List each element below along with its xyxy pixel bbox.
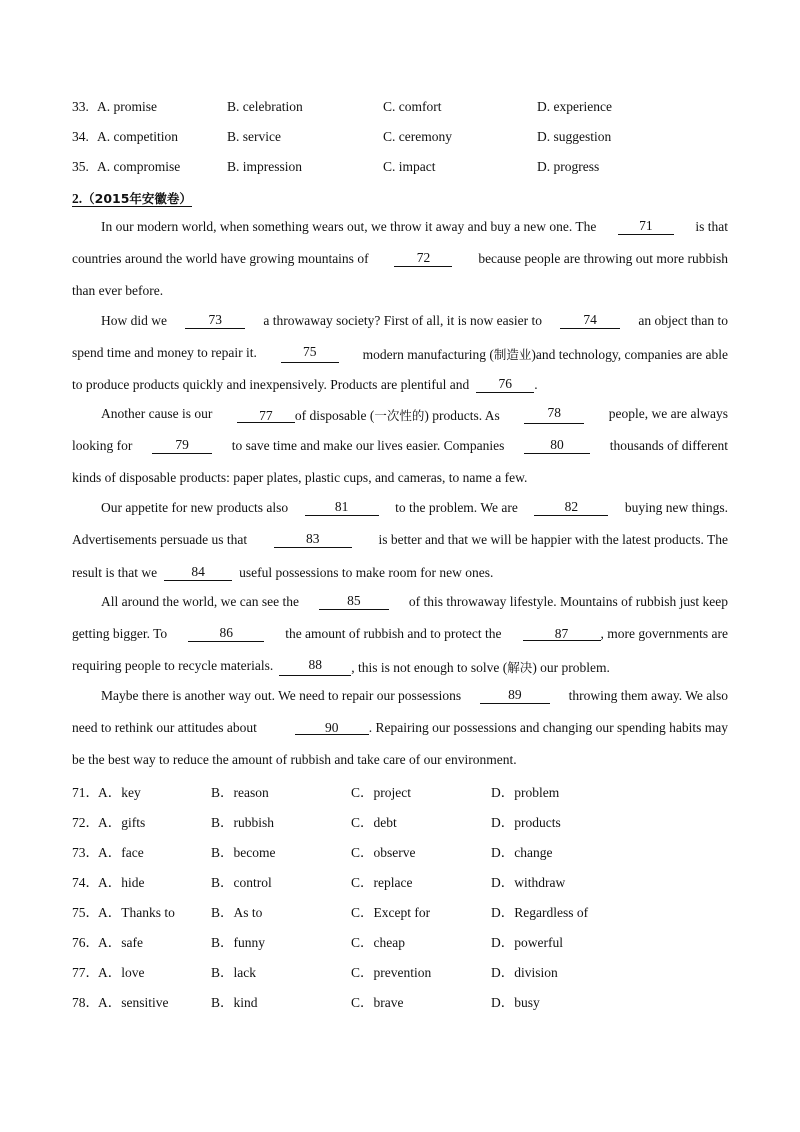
text-line: All around the world, we can see the 85 of this throwaway lifestyle. Mountains of rubbish just keep <box>101 593 728 609</box>
text-line: than ever before. <box>72 283 164 298</box>
blank-89[interactable]: 89 <box>480 688 550 704</box>
text-line: kinds of disposable products: paper plates, plastic cups, and cameras, to name a few. <box>72 470 528 485</box>
option-d[interactable]: D．change <box>491 845 553 860</box>
blank-76[interactable]: 76 <box>476 377 534 393</box>
option-a[interactable]: A．gifts <box>98 815 146 830</box>
blank-81[interactable]: 81 <box>305 500 379 516</box>
option-a[interactable]: A．sensitive <box>98 995 169 1010</box>
option-a[interactable]: A．Thanks to <box>98 905 175 920</box>
question-number: 78． <box>72 995 99 1010</box>
question-number: 75． <box>72 905 99 920</box>
option-c[interactable]: C．debt <box>351 815 397 830</box>
question-number: 33. <box>72 99 89 114</box>
question-number: 76． <box>72 935 99 950</box>
blank-84[interactable]: 84 <box>164 565 232 581</box>
text-line: countries around the world have growing mountains of 72 because people are throwing out more rubbish <box>72 250 728 266</box>
option-c: C. impact <box>383 159 436 174</box>
option-a: A. competition <box>97 129 178 144</box>
option-b[interactable]: B．As to <box>211 905 263 920</box>
text-line: result is that we 84 useful possessions to make room for new ones. <box>72 564 494 580</box>
text-line: Maybe there is another way out. We need to repair our possessions 89 throwing them away. We also <box>101 687 728 703</box>
section-title: （2015年安徽卷） <box>82 191 192 206</box>
option-b: B. impression <box>227 159 303 174</box>
option-b[interactable]: B．rubbish <box>211 815 275 830</box>
question-number: 77． <box>72 965 99 980</box>
option-b[interactable]: B．kind <box>211 995 258 1010</box>
option-d[interactable]: D．withdraw <box>491 875 566 890</box>
option-c[interactable]: C．observe <box>351 845 416 860</box>
option-b[interactable]: B．funny <box>211 935 265 950</box>
blank-90[interactable]: 90 <box>295 721 369 735</box>
blank-71[interactable]: 71 <box>618 219 674 235</box>
option-a: A. promise <box>97 99 157 114</box>
option-c: C. comfort <box>383 99 442 114</box>
option-d[interactable]: D．problem <box>491 785 560 800</box>
option-c[interactable]: C．cheap <box>351 935 405 950</box>
option-a: A. compromise <box>97 159 181 174</box>
blank-85[interactable]: 85 <box>319 594 389 610</box>
blank-74[interactable]: 74 <box>560 313 620 329</box>
option-b[interactable]: B．lack <box>211 965 256 980</box>
text-line: Another cause is our 77 of disposable (一次性的) products. As 78 people, we are always <box>101 405 728 423</box>
blank-83[interactable]: 83 <box>274 532 352 548</box>
question-number: 35. <box>72 159 89 174</box>
option-d: D. progress <box>537 159 600 174</box>
option-d[interactable]: D．division <box>491 965 558 980</box>
option-d[interactable]: D．Regardless of <box>491 905 589 920</box>
text-line: Advertisements persuade us that 83 is better and that we will be happier with the latest products. The <box>72 531 728 547</box>
option-d[interactable]: D．products <box>491 815 561 830</box>
blank-86[interactable]: 86 <box>188 626 264 642</box>
option-a[interactable]: A．hide <box>98 875 145 890</box>
question-number: 34. <box>72 129 89 144</box>
text-line: Our appetite for new products also 81 to the problem. We are 82 buying new things. <box>101 499 728 515</box>
blank-75[interactable]: 75 <box>281 345 339 363</box>
text-line: looking for 79 to save time and make our lives easier. Companies 80 thousands of different <box>72 437 728 453</box>
option-d: D. experience <box>537 99 612 114</box>
question-number: 72． <box>72 815 99 830</box>
blank-80[interactable]: 80 <box>524 438 590 454</box>
option-c[interactable]: C．prevention <box>351 965 432 980</box>
option-b: B. service <box>227 129 281 144</box>
option-b: B. celebration <box>227 99 303 114</box>
blank-78[interactable]: 78 <box>524 406 584 424</box>
option-b[interactable]: B．control <box>211 875 272 890</box>
text-line: In our modern world, when something wears out, we throw it away and buy a new one. The 71 is that <box>101 218 728 234</box>
chinese-gloss: 一次性的 <box>374 408 425 423</box>
blank-73[interactable]: 73 <box>185 313 245 329</box>
option-c: C. ceremony <box>383 129 452 144</box>
question-number: 71． <box>72 785 99 800</box>
option-c[interactable]: C．replace <box>351 875 413 890</box>
text-line: getting bigger. To 86 the amount of rubbish and to protect the 87 , more governments are <box>72 625 728 641</box>
option-a[interactable]: A．key <box>98 785 141 800</box>
blank-87[interactable]: 87 <box>523 627 601 641</box>
option-c[interactable]: C．project <box>351 785 411 800</box>
text-line: spend time and money to repair it. 75 modern manufacturing (制造业)and technology, companies are able <box>72 344 728 362</box>
question-number: 74． <box>72 875 99 890</box>
section-heading <box>72 189 192 207</box>
option-c[interactable]: C．Except for <box>351 905 431 920</box>
option-c[interactable]: C．brave <box>351 995 404 1010</box>
question-number: 73． <box>72 845 99 860</box>
option-a[interactable]: A．love <box>98 965 145 980</box>
option-b[interactable]: B．become <box>211 845 276 860</box>
blank-72[interactable]: 72 <box>394 251 452 267</box>
blank-79[interactable]: 79 <box>152 438 212 454</box>
text-line: be the best way to reduce the amount of rubbish and take care of our environment. <box>72 752 517 767</box>
option-d: D. suggestion <box>537 129 612 144</box>
blank-88[interactable]: 88 <box>279 658 351 676</box>
text-line: need to rethink our attitudes about 90 . Repairing our possessions and changing our spending habits may <box>72 720 728 735</box>
blank-77[interactable]: 77 <box>237 409 295 423</box>
blank-82[interactable]: 82 <box>534 500 608 516</box>
text-line: How did we 73 a throwaway society? First of all, it is now easier to 74 an object than to <box>101 312 728 328</box>
option-d[interactable]: D．powerful <box>491 935 563 950</box>
option-d[interactable]: D．busy <box>491 995 540 1010</box>
chinese-gloss: 制造业 <box>493 347 532 362</box>
text-line: to produce products quickly and inexpensively. Products are plentiful and 76 . <box>72 376 538 392</box>
chinese-gloss: 解决 <box>507 660 533 675</box>
option-b[interactable]: B．reason <box>211 785 269 800</box>
option-a[interactable]: A．face <box>98 845 144 860</box>
section-number: 2. <box>72 191 83 206</box>
text-line: requiring people to recycle materials. 88 , this is not enough to solve (解决) our problem. <box>72 657 610 675</box>
option-a[interactable]: A．safe <box>98 935 143 950</box>
